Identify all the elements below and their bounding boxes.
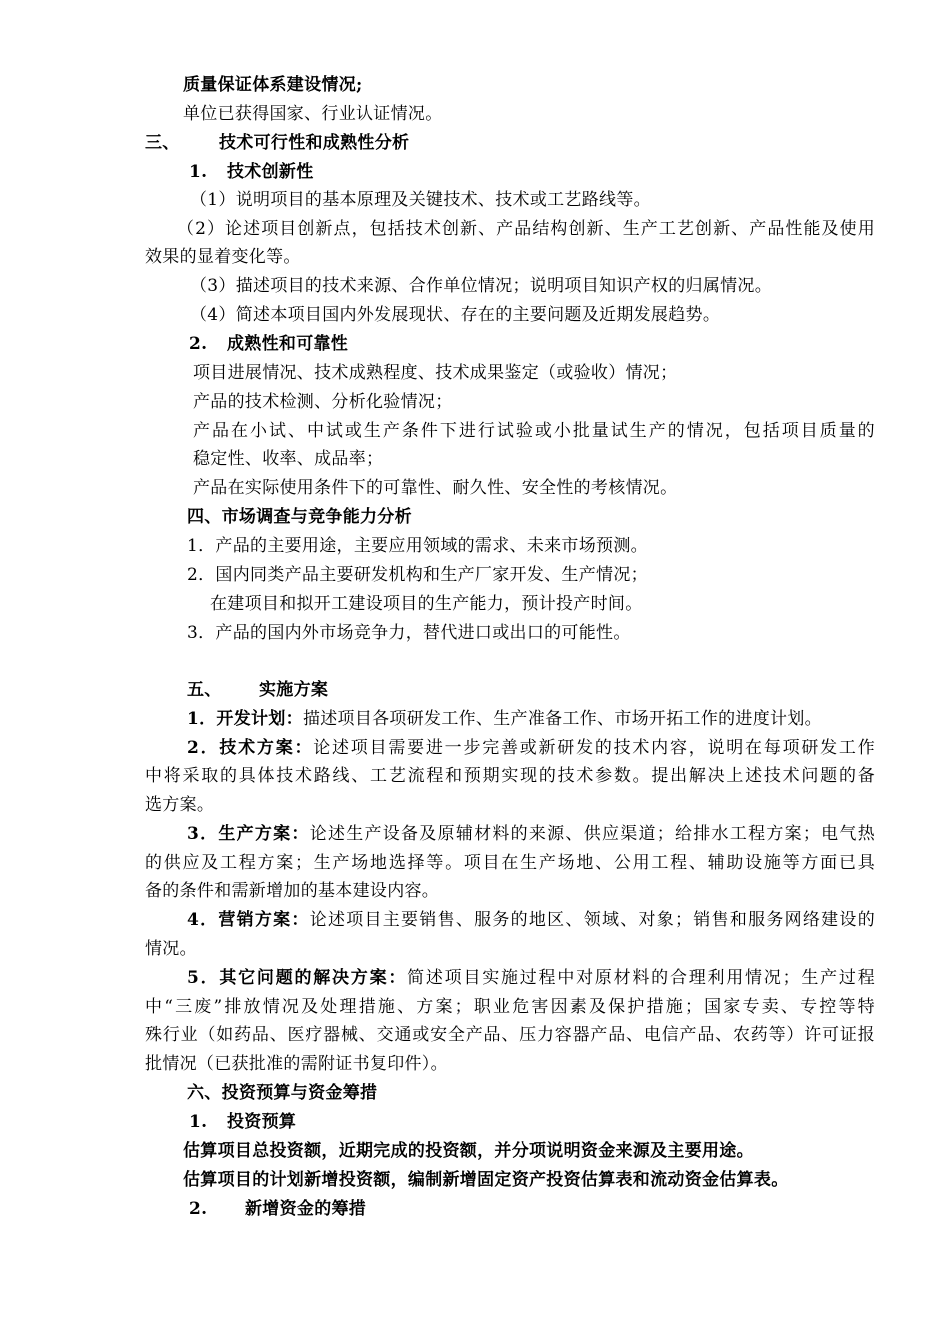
subsection-3-2-title: 成熟性和可靠性 — [227, 334, 349, 354]
section-5-number: 五、 — [187, 680, 222, 700]
list-item-continuation: 稳定性、收率、成品率； — [193, 449, 384, 469]
plan-item-text: 描述项目各项研发工作、生产准备工作、市场开拓工作的进度计划。 — [302, 709, 822, 729]
subsection-3-1-number: 1. — [189, 162, 208, 182]
plan-item-text: 论述生产设备及原辅材料的来源、供应渠道；给排水工程方案；电气热 — [309, 824, 875, 844]
subsection-6-2-heading — [189, 1198, 366, 1220]
section-3-heading — [145, 132, 409, 154]
section-4-heading: 四、市场调查与竞争能力分析 — [187, 507, 412, 527]
list-item: 产品在小试、中试或生产条件下进行试验或小批量试生产的情况，包括项目质量的 — [193, 421, 875, 441]
list-item: 产品的技术检测、分析化验情况； — [193, 392, 453, 412]
investment-note: 估算项目总投资额，近期完成的投资额，并分项说明资金来源及主要用途。 — [183, 1141, 754, 1161]
plan-item-continuation: 殊行业（如药品、医疗器械、交通或安全产品、压力容器产品、电信产品、农药等）许可证报 — [145, 1025, 875, 1045]
section-5-heading — [187, 679, 328, 701]
plan-item-continuation: 中将采取的具体技术路线、工艺流程和预期实现的技术参数。提出解决上述技术问题的备 — [145, 766, 875, 786]
list-item: （4）简述本项目国内外发展现状、存在的主要问题及近期发展趋势。 — [190, 305, 721, 325]
plan-item-development — [187, 708, 822, 730]
plan-item-marketing — [187, 909, 875, 931]
plan-item-text: 论述项目主要销售、服务的地区、领域、对象；销售和服务网络建设的 — [309, 910, 875, 930]
plan-item-text: 简述项目实施过程中对原材料的合理利用情况；生产过程 — [407, 968, 875, 988]
subsection-3-1-heading — [189, 161, 314, 183]
list-item: 3．产品的国内外市场竞争力，替代进口或出口的可能性。 — [187, 623, 631, 643]
plan-item-label: 4．营销方案： — [187, 910, 310, 930]
section-3-number: 三、 — [145, 133, 180, 153]
certification-line: 单位已获得国家、行业认证情况。 — [183, 104, 443, 124]
plan-item-production — [187, 823, 875, 845]
subsection-6-2-number: 2. — [189, 1199, 208, 1219]
subsection-3-2-number: 2. — [189, 334, 208, 354]
plan-item-text: 论述项目需要进一步完善或新研发的技术内容，说明在每项研发工作 — [313, 738, 875, 758]
subsection-3-1-title: 技术创新性 — [227, 162, 314, 182]
plan-item-continuation: 的供应及工程方案；生产场地选择等。项目在生产场地、公用工程、辅助设施等方面已具 — [145, 853, 875, 873]
list-item: 2．国内同类产品主要研发机构和生产厂家开发、生产情况； — [187, 565, 648, 585]
list-item: （3）描述项目的技术来源、合作单位情况；说明项目知识产权的归属情况。 — [190, 276, 773, 296]
quality-assurance-line: 质量保证体系建设情况; — [183, 75, 363, 95]
plan-item-label: 5．其它问题的解决方案： — [187, 968, 408, 988]
list-item: 1．产品的主要用途，主要应用领域的需求、未来市场预测。 — [187, 536, 648, 556]
plan-item-continuation: 选方案。 — [145, 795, 215, 815]
plan-item-continuation: 批情况（已获批准的需附证书复印件）。 — [145, 1054, 448, 1074]
subsection-6-2-title: 新增资金的筹措 — [245, 1199, 367, 1219]
plan-item-continuation: 中“三废”排放情况及处理措施、方案；职业危害因素及保护措施；国家专卖、专控等特 — [145, 997, 875, 1017]
list-item: （1）说明项目的基本原理及关键技术、技术或工艺路线等。 — [190, 190, 651, 210]
plan-item-technical — [187, 737, 875, 759]
plan-item-continuation: 备的条件和需新增加的基本建设内容。 — [145, 881, 440, 901]
list-item-continuation: 在建项目和拟开工建设项目的生产能力，预计投产时间。 — [210, 594, 643, 614]
plan-item-label: 2．技术方案： — [187, 738, 314, 758]
list-item: 项目进展情况、技术成熟程度、技术成果鉴定（或验收）情况； — [193, 363, 678, 383]
section-3-title: 技术可行性和成熟性分析 — [219, 133, 410, 153]
plan-item-continuation: 情况。 — [145, 939, 197, 959]
subsection-6-1-number: 1. — [189, 1112, 208, 1132]
list-item: 产品在实际使用条件下的可靠性、耐久性、安全性的考核情况。 — [193, 478, 678, 498]
subsection-3-2-heading — [189, 333, 348, 355]
subsection-6-1-title: 投资预算 — [227, 1112, 297, 1132]
plan-item-label: 3．生产方案： — [187, 824, 310, 844]
investment-note: 估算项目的计划新增投资额，编制新增固定资产投资估算表和流动资金估算表。 — [183, 1170, 789, 1190]
plan-item-other-issues — [187, 967, 875, 989]
plan-item-label: 1．开发计划： — [187, 709, 303, 729]
section-5-title: 实施方案 — [259, 680, 329, 700]
section-6-heading: 六、投资预算与资金筹措 — [187, 1083, 378, 1103]
subsection-6-1-heading — [189, 1111, 296, 1133]
list-item-continuation: 效果的显着变化等。 — [145, 247, 301, 267]
list-item: （2）论述项目创新点，包括技术创新、产品结构创新、生产工艺创新、产品性能及使用 — [177, 219, 875, 239]
